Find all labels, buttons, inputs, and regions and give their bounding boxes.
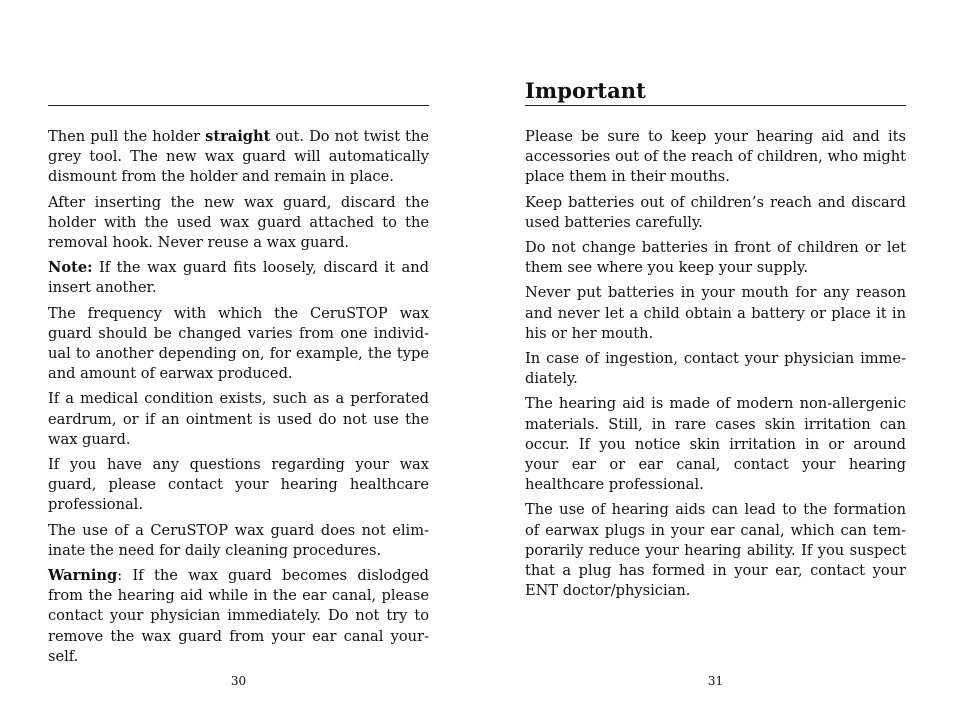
paragraph (525, 127, 906, 188)
paragraph (48, 127, 429, 188)
right-heading-rule (525, 68, 906, 106)
right-body-text (525, 127, 906, 606)
paragraph-text: The use of hearing aids can lead to the formation of earwax plugs in your ear canal, which can temporarily reduce your hearing ability. If you suspect that a plug has formed in your ear, contact your ENT doctor/physician. (525, 501, 906, 600)
paragraph-text: : If the wax guard becomes dislodged from the hearing aid while in the ear canal, please contact your physician immediately. Do not try to remove the wax guard from your ear canal yourself. (48, 567, 429, 665)
paragraph (48, 193, 429, 254)
note-paragraph (48, 258, 429, 298)
paragraph (525, 193, 906, 233)
paragraph-text: The use of a CeruSTOP wax guard does not eliminate the need for daily cleaning procedures. (48, 521, 429, 559)
left-heading-rule (48, 68, 429, 106)
paragraph-text: Do not change batteries in front of children or let them see where you keep your supply. (525, 239, 906, 277)
paragraph-text: The hearing aid is made of modern non-allergenic materials. Still, in rare cases skin irritation can occur. If you notice skin irritation in or around your ear or ear canal, contact your hearing healthcare professional. (525, 395, 906, 494)
paragraph (525, 500, 906, 601)
paragraph-text: Then pull the holder (48, 128, 206, 145)
paragraph (48, 304, 429, 385)
right-page (525, 0, 906, 709)
paragraph-text: Please be sure to keep your hearing aid and its accessories out of the reach of children, who might place them in their mouths. (525, 128, 906, 186)
paragraph-text: In case of ingestion, contact your physician immediately. (525, 350, 906, 388)
paragraph-text: If you have any questions regarding your wax guard, please contact your hearing healthcare professional. (48, 456, 429, 514)
left-page (48, 0, 429, 709)
paragraph (525, 394, 906, 495)
paragraph-text: The frequency with which the CeruSTOP wax guard should be changed varies from one individual to another depending on, for example, the type and amount of earwax produced. (48, 304, 429, 383)
emphasis-word: straight (205, 128, 271, 145)
left-body-text (48, 127, 429, 672)
warning-paragraph (48, 566, 429, 667)
page-number-left: 30 (230, 674, 247, 688)
paragraph-text: After inserting the new wax guard, discard the holder with the used wax guard attached to the removal hook. Never reuse a wax guard. (48, 193, 429, 252)
paragraph-text: If the wax guard fits loosely, discard it and insert another. (48, 259, 429, 297)
note-label: Note: (48, 259, 93, 277)
warning-label: Warning (48, 567, 118, 585)
paragraph-text: Never put batteries in your mouth for any reason and never let a child obtain a battery or place it in his or her mouth. (525, 284, 906, 342)
paragraph-text: out. Do not twist the grey tool. The new wax guard will automatically dismount from the holder and remain in place. (48, 128, 429, 186)
paragraph (48, 521, 429, 561)
paragraph (48, 389, 429, 450)
paragraph (525, 349, 906, 389)
page-number-right: 31 (707, 674, 724, 688)
paragraph-text: If a medical condition exists, such as a perforated eardrum, or if an ointment is used do not use the wax guard. (48, 390, 429, 448)
paragraph (48, 455, 429, 516)
paragraph (525, 238, 906, 278)
section-heading: Important (525, 78, 646, 103)
paragraph-text: Keep batteries out of children’s reach and discard used batteries carefully. (525, 193, 906, 231)
paragraph (525, 283, 906, 344)
